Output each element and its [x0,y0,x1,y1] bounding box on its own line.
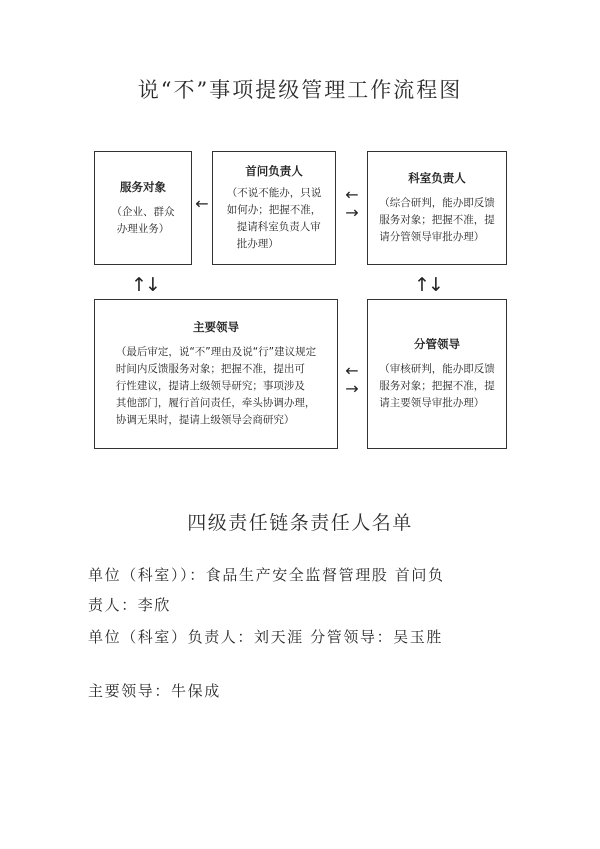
roster-line-1: 单位（科室））：食品生产安全监督管理股 首问负责人：李欣 [88,566,445,614]
dept-head-box [367,151,507,265]
first-inquiry-box [212,151,336,265]
box-description: （综合研判，能办即反馈 服务对象；把握不准，提 请分管领导审批办理） [379,197,495,243]
box-title: 分管领导 [414,337,460,351]
roster-title: 四级责任链条责任人名单 [187,512,413,534]
box-description: （企业、群众 办理业务） [111,205,175,235]
main-leader-box [94,299,338,449]
up-down-arrows-icon: ↑↓ [414,274,442,296]
box-description: （不说不能办，只说 如何办；把握不准， 提请科室负责人审 批办理） [226,187,322,250]
left-arrow-icon: ← [345,185,359,204]
left-arrow-icon: ← [345,361,359,380]
page-title: 说“不”事项提级管理工作流程图 [137,78,463,102]
division-leader-box [367,299,507,449]
right-arrow-icon: → [345,379,359,398]
box-description: （审核研判，能办即反馈 服务对象；把握不准，提 请主要领导审批办理） [379,363,495,409]
box-title: 首问负责人 [245,164,303,178]
box-title: 科室负责人 [408,171,466,185]
box-title: 主要领导 [193,320,239,334]
box-description: （最后审定，说“不”理由及说“行”建议规定 时间内反馈服务对象；把握不准，提出可 行性建议，提请上级领导研究；事项涉及 其他部门，履行首问责任，牵头协调办理， 协调无果时，提请上级领导会商研究） [115,346,317,426]
up-down-arrows-icon: ↑↓ [131,274,159,296]
box-title: 服务对象 [120,179,166,194]
service-object-box [94,151,192,265]
roster-line-3: 主要领导：牛保成 [88,682,221,700]
right-arrow-icon: → [345,203,359,222]
roster-line-2: 单位（科室）负责人：刘天涯 分管领导：吴玉胜 [88,628,443,646]
left-arrow-icon: ← [195,194,209,213]
